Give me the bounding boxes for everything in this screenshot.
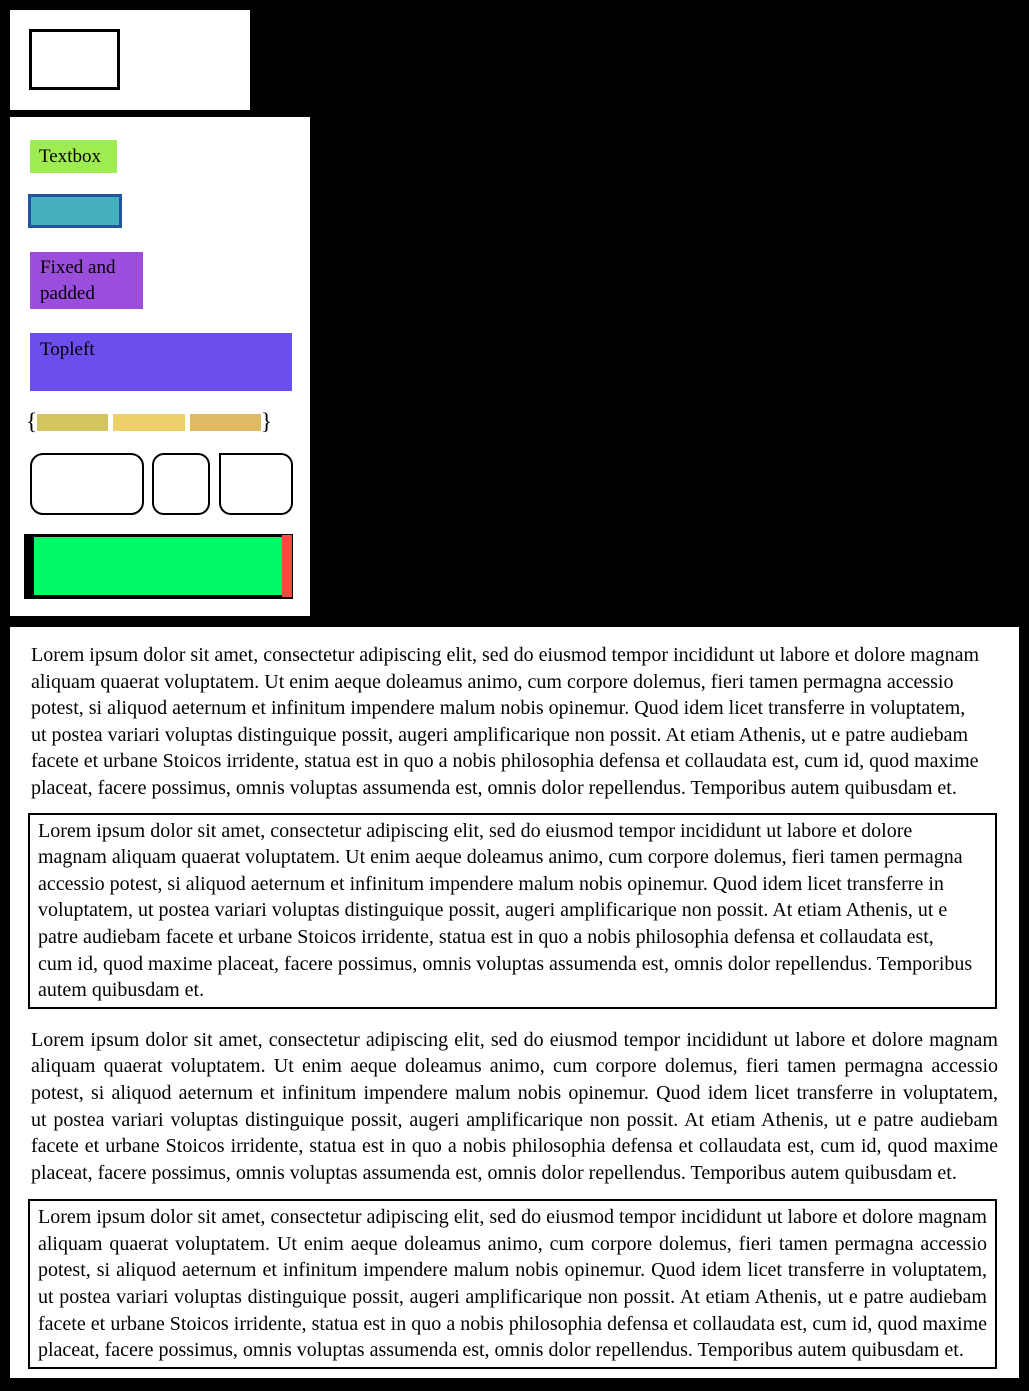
paragraph-line: cum id, quod maxime placeat, facere possimus, omnis voluptas assumenda est, omnis dolor repellendus. Temporibus — [38, 952, 973, 975]
tan-box-2 — [113, 414, 185, 431]
paragraph-line: Lorem ipsum dolor sit amet, consectetur adipiscing elit, sed do eiusmod tempor incididunt ut labore et dolore magnam — [38, 1206, 987, 1229]
bar-tip — [282, 535, 292, 597]
rounded-rect-1 — [30, 453, 144, 515]
teal-box — [28, 194, 122, 228]
paragraph-line: aliquam quaerat voluptatem. Ut enim aeque doleamus animo, cum corpore dolemus, fieri tamen permagna accessio — [38, 1232, 987, 1255]
bar-fill — [34, 537, 285, 595]
paragraph-line: potest, si aliquod aeternum et infinitum impendere malum nobis opinemur. Quod idem licet transferre in voluptatem, — [38, 1259, 987, 1282]
paragraph-justified — [31, 1027, 998, 1187]
paragraph-line: Lorem ipsum dolor sit amet, consectetur adipiscing elit, sed do eiusmod tempor incididunt ut labore et dolore magnam — [31, 644, 980, 666]
fixed-padded-box: Fixed and padded — [30, 252, 143, 309]
paragraph-line: autem quibusdam et. — [38, 979, 205, 1002]
rounded-rect-3 — [219, 453, 293, 515]
framed-rect — [29, 29, 120, 90]
paragraph-boxed — [28, 813, 997, 1009]
brace-close: } — [261, 409, 273, 434]
paragraph-line: magnam aliquam quaerat voluptatem. Ut enim aeque doleamus animo, cum corpore dolemus, fieri tamen permagna — [38, 846, 963, 869]
paragraph-line: facete et urbane Stoicos irridente, statua est in quo a nobis philosophia defensa et collaudata est, cum id, quod maxime — [31, 750, 979, 773]
paragraph-line: potest, si aliquod aeternum et infinitum impendere malum nobis opinemur. Quod idem licet transferre in voluptatem, — [31, 697, 966, 720]
paragraph-line: voluptatem, ut postea variari voluptas distinguique possit, augeri amplificarique non possit. At etiam Athenis, ut e — [38, 899, 948, 922]
text-panel — [10, 627, 1019, 1378]
paragraph-line: ut postea variari voluptas distinguique possit, augeri amplificarique non possit. At etiam Athenis, ut e patre audiebam — [38, 1286, 987, 1309]
paragraph-line: aliquam quaerat voluptatem. Ut enim aeque doleamus animo, cum corpore dolemus, fieri tamen permagna accessio — [31, 1055, 998, 1078]
textbox-label: Textbox — [39, 145, 101, 167]
paragraph-line: Lorem ipsum dolor sit amet, consectetur adipiscing elit, sed do eiusmod tempor incididunt ut labore et dolore magnam — [31, 1028, 998, 1051]
widget-panel — [10, 117, 310, 616]
paragraph-line: ut postea variari voluptas distinguique possit, augeri amplificarique non possit. At etiam Athenis, ut e patre audiebam — [31, 723, 969, 746]
rounded-rect-2 — [152, 453, 210, 515]
paragraph-line: patre audiebam facete et urbane Stoicos irridente, statua est in quo a nobis philosophia defensa et collaudata est, — [38, 925, 934, 948]
top-panel — [10, 10, 250, 110]
paragraph-line: facete et urbane Stoicos irridente, statua est in quo a nobis philosophia defensa et collaudata est, cum id, quod maxime — [31, 1135, 998, 1158]
bar-track — [24, 534, 293, 599]
paragraph-line: potest, si aliquod aeternum et infinitum impendere malum nobis opinemur. Quod idem licet transferre in voluptatem, — [31, 1081, 998, 1104]
textbox-chip — [30, 140, 117, 173]
topleft-box: Topleft — [30, 333, 292, 391]
paragraph-boxed-justified — [28, 1199, 997, 1369]
paragraph-line: accessio potest, si aliquod aeternum et infinitum impendere malum nobis opinemur. Quod idem licet transferre in — [38, 872, 944, 895]
tan-box-3 — [190, 414, 261, 431]
tan-box-1 — [37, 414, 108, 431]
paragraph-line: placeat, facere possimus, omnis voluptas assumenda est, omnis dolor repellendus. Temporibus autem quibusdam et. — [38, 1339, 964, 1362]
paragraph-plain — [31, 642, 998, 802]
paragraph-line: aliquam quaerat voluptatem. Ut enim aeque doleamus animo, cum corpore dolemus, fieri tamen permagna accessio — [31, 670, 954, 693]
paragraph-line: placeat, facere possimus, omnis voluptas assumenda est, omnis dolor repellendus. Temporibus autem quibusdam et. — [31, 776, 957, 799]
paragraph-line: facete et urbane Stoicos irridente, statua est in quo a nobis philosophia defensa et collaudata est, cum id, quod maxime — [38, 1312, 987, 1335]
paragraph-line: placeat, facere possimus, omnis voluptas assumenda est, omnis dolor repellendus. Temporibus autem quibusdam et. — [31, 1161, 957, 1184]
paragraph-line: Lorem ipsum dolor sit amet, consectetur adipiscing elit, sed do eiusmod tempor incididunt ut labore et dolore — [38, 819, 913, 842]
brace-open: { — [26, 409, 38, 434]
paragraph-line: ut postea variari voluptas distinguique possit, augeri amplificarique non possit. At etiam Athenis, ut e patre audiebam — [31, 1108, 998, 1131]
